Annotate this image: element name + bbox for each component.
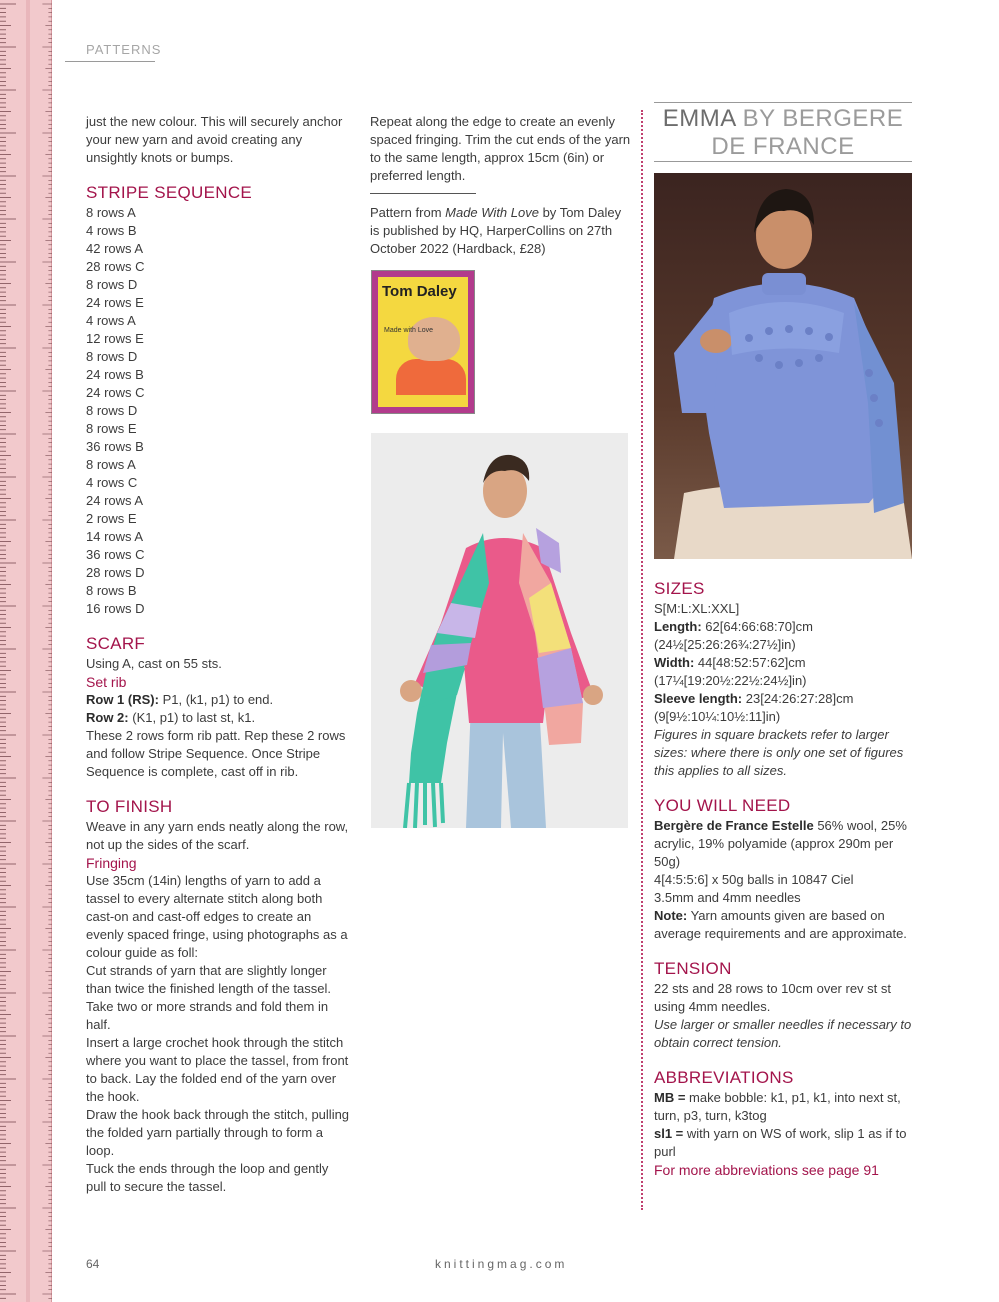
length-value: 62[64:66:68:70]cm (24½[25:26:26¾:27½]in): [654, 619, 813, 652]
stripe-item: 4 rows A: [86, 313, 136, 328]
length-spec: [654, 618, 916, 654]
fringing-step-2: Cut strands of yarn that are slightly longer than twice the finished length of the tassel. Take two or more strands and fold them in half.: [86, 963, 331, 1032]
width-value: 44[48:52:57:62]cm (17¼[19:20½:22½:24½]in): [654, 655, 807, 688]
sleeve-label: Sleeve length:: [654, 691, 743, 706]
sleeve-value: 23[24:26:27:28]cm (9[9½:10¼:10½:11]in): [654, 691, 854, 724]
column-1: [86, 113, 351, 1196]
fringing-step-4: Draw the hook back through the stitch, pulling the folded yarn partially through to form a loop.: [86, 1107, 350, 1158]
stripe-item: 8 rows D: [86, 349, 138, 364]
stripe-item: 24 rows E: [86, 295, 144, 310]
scarf-heading: SCARF: [86, 634, 146, 653]
row1-label: Row 1 (RS):: [86, 692, 159, 707]
header-rule: [65, 61, 155, 62]
sl1-label: sl1 =: [654, 1126, 684, 1141]
book-cover-title: Tom Daley: [382, 283, 457, 300]
stripe-item: 28 rows C: [86, 259, 145, 274]
scarf-photo: [371, 433, 628, 828]
pattern-name: EMMA: [662, 105, 736, 132]
stripe-item: 8 rows B: [86, 583, 137, 598]
stripe-item: 8 rows D: [86, 277, 138, 292]
stripe-item: 8 rows E: [86, 421, 137, 436]
stripe-item: 2 rows E: [86, 511, 137, 526]
finish-heading: TO FINISH: [86, 797, 173, 816]
stripe-item: 36 rows B: [86, 439, 144, 454]
stripe-item: 42 rows A: [86, 241, 144, 256]
scarf-photo-art: [371, 433, 628, 828]
credit-suffix: by Tom Daley is published by HQ, HarperCollins on 27th October 2022 (Hardback, £28): [370, 205, 622, 256]
column-2: [370, 113, 632, 258]
sizes-heading: SIZES: [654, 579, 705, 598]
abbr-mb: [654, 1089, 916, 1125]
stripe-item: 12 rows E: [86, 331, 144, 346]
set-rib-heading: Set rib: [86, 674, 127, 690]
site-url[interactable]: knittingmag.com: [435, 1257, 568, 1271]
ruler-band: [26, 0, 30, 1302]
section-label: PATTERNS: [86, 42, 162, 57]
sizes-note: Figures in square brackets refer to larger sizes: where there is only one set of figures this applies to all sizes.: [654, 727, 904, 778]
scarf-instructions: These 2 rows form rib patt. Rep these 2 rows and follow Stripe Sequence. Once Stripe Sequence is complete, cast off in rib.: [86, 728, 346, 779]
tension-heading: TENSION: [654, 959, 732, 978]
stripe-item: 14 rows A: [86, 529, 144, 544]
mb-text: make bobble: k1, p1, k1, into next st, turn, p3, turn, k3tog: [654, 1090, 901, 1123]
abbreviations-heading: ABBREVIATIONS: [654, 1068, 794, 1087]
stripe-item: 36 rows C: [86, 547, 145, 562]
width-spec: [654, 654, 916, 690]
sweater-photo-art: [654, 173, 912, 559]
credit-book-title: Made With Love: [445, 205, 539, 220]
book-credit: [370, 204, 632, 258]
stripe-item: 4 rows B: [86, 223, 137, 238]
column-divider: [641, 110, 643, 1210]
stripe-item: 24 rows A: [86, 493, 144, 508]
fringing-step-5: Tuck the ends through the loop and gently pull to secure the tassel.: [86, 1161, 329, 1194]
fringing-step-1: Use 35cm (14in) lengths of yarn to add a tassel to every alternate stitch along both cast-on and cast-off edges to create an evenly spaced fringe, using photographs as a colour guide as foll:: [86, 873, 348, 960]
book-cover-sweater: [396, 359, 466, 395]
stripe-item: 28 rows D: [86, 565, 145, 580]
sweater-photo: [654, 173, 912, 559]
pattern-title: [654, 105, 912, 161]
credit-rule: [370, 193, 476, 194]
stripe-item: 16 rows D: [86, 601, 145, 616]
yarn-note: [654, 907, 916, 943]
width-label: Width:: [654, 655, 695, 670]
length-label: Length:: [654, 619, 702, 634]
row2-label: Row 2:: [86, 710, 129, 725]
tension-text: 22 sts and 28 rows to 10cm over rev st st using 4mm needles.: [654, 981, 891, 1014]
stripe-item: 8 rows A: [86, 457, 136, 472]
note-label: Note:: [654, 908, 688, 923]
needles-spec: 3.5mm and 4mm needles: [654, 890, 801, 905]
fringing-heading: Fringing: [86, 855, 137, 871]
row1-text: P1, (k1, p1) to end.: [158, 692, 274, 707]
stripe-item: 8 rows D: [86, 403, 138, 418]
you-will-need-heading: YOU WILL NEED: [654, 796, 791, 815]
ruler-ticks: [0, 0, 52, 1302]
yarn-details: 56% wool, 25% acrylic, 19% polyamide (approx 290m per 50g): [654, 818, 907, 869]
abbr-sl1: [654, 1125, 916, 1161]
tension-note: Use larger or smaller needles if necessary to obtain correct tension.: [654, 1017, 912, 1050]
row-1: [86, 691, 351, 709]
row2-text: (K1, p1) to last st, k1.: [128, 710, 256, 725]
book-cover-image: [371, 270, 475, 414]
intro-text: just the new colour. This will securely anchor your new yarn and avoid creating any unsightly knots or bumps.: [86, 114, 343, 165]
yarn-spec: [654, 817, 916, 871]
row-2: [86, 709, 351, 727]
scarf-cast-on: Using A, cast on 55 sts.: [86, 656, 222, 671]
balls-spec: 4[4:5:5:6] x 50g balls in 10847 Ciel: [654, 872, 854, 887]
stripe-item: 8 rows A: [86, 205, 136, 220]
book-cover-face: [408, 317, 460, 361]
stripe-list: [86, 204, 351, 618]
sleeve-spec: [654, 690, 916, 726]
ruler: [0, 0, 52, 1302]
fringing-continued: Repeat along the edge to create an evenly spaced fringing. Trim the cut ends of the yarn to the same length, approx 15cm (6in) or preferred length.: [370, 114, 631, 183]
pattern-title-box: [654, 102, 912, 162]
column-3: [654, 578, 916, 1179]
stripe-item: 24 rows B: [86, 367, 144, 382]
pattern-brand: BY BERGERE DE FRANCE: [711, 105, 904, 160]
stripe-item: 4 rows C: [86, 475, 138, 490]
stripe-item: 24 rows C: [86, 385, 145, 400]
fringing-step-3: Insert a large crochet hook through the stitch where you want to place the tassel, from front to back. Lay the folded end of the yarn over the hook.: [86, 1035, 349, 1104]
note-text: Yarn amounts given are based on average requirements and are approximate.: [654, 908, 907, 941]
credit-prefix: Pattern from: [370, 205, 446, 220]
sl1-text: with yarn on WS of work, slip 1 as if to purl: [654, 1126, 907, 1159]
page-number: 64: [86, 1257, 100, 1271]
stripe-heading: STRIPE SEQUENCE: [86, 183, 253, 202]
finish-text: Weave in any yarn ends neatly along the row, not up the sides of the scarf.: [86, 819, 349, 852]
book-cover-panel: [378, 277, 468, 407]
book-cover-subtitle: Made with Love: [384, 327, 434, 334]
yarn-label: Bergère de France Estelle: [654, 818, 814, 833]
mb-label: MB =: [654, 1090, 686, 1105]
more-abbreviations-link[interactable]: For more abbreviations see page 91: [654, 1162, 879, 1178]
sizes-list: S[M:L:XL:XXL]: [654, 601, 740, 616]
